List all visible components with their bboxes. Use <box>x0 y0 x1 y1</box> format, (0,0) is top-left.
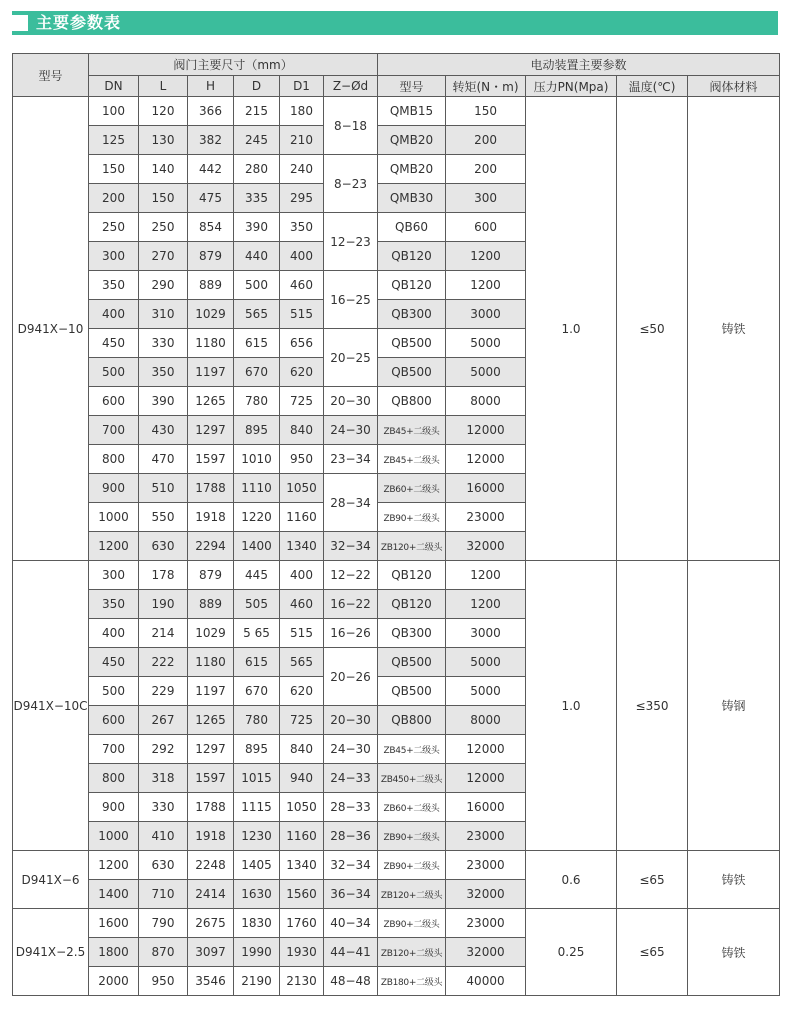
dn-cell: 300 <box>89 561 139 590</box>
h-cell: 475 <box>188 184 234 213</box>
material-cell: 铸铁 <box>688 909 780 996</box>
dn-cell: 2000 <box>89 967 139 996</box>
h-cell: 879 <box>188 561 234 590</box>
dn-cell: 600 <box>89 387 139 416</box>
h-cell: 366 <box>188 97 234 126</box>
torque-cell: 23000 <box>446 909 526 938</box>
table-row <box>13 851 780 880</box>
l-cell: 950 <box>139 967 188 996</box>
d-cell: 1110 <box>234 474 280 503</box>
header-marker-square <box>12 15 28 31</box>
torque-cell: 300 <box>446 184 526 213</box>
h-cell: 1597 <box>188 445 234 474</box>
d1-cell: 1340 <box>280 851 324 880</box>
electric-model-cell: ZB45+二级头 <box>378 416 446 445</box>
dn-cell: 1600 <box>89 909 139 938</box>
h-cell: 879 <box>188 242 234 271</box>
d1-cell: 460 <box>280 590 324 619</box>
d1-cell: 1930 <box>280 938 324 967</box>
l-cell: 510 <box>139 474 188 503</box>
torque-cell: 1200 <box>446 271 526 300</box>
torque-cell: 23000 <box>446 503 526 532</box>
h-cell: 382 <box>188 126 234 155</box>
header-torque: 转矩(N・m) <box>446 76 526 97</box>
d1-cell: 1050 <box>280 474 324 503</box>
h-cell: 2248 <box>188 851 234 880</box>
d-cell: 670 <box>234 358 280 387</box>
d-cell: 2190 <box>234 967 280 996</box>
d-cell: 5 65 <box>234 619 280 648</box>
header-zd: Z−Ød <box>324 76 378 97</box>
electric-model-cell: QMB15 <box>378 97 446 126</box>
d-cell: 1010 <box>234 445 280 474</box>
electric-model-cell: QB500 <box>378 648 446 677</box>
h-cell: 1265 <box>188 706 234 735</box>
zd-cell: 20−25 <box>324 329 378 387</box>
d-cell: 1220 <box>234 503 280 532</box>
h-cell: 889 <box>188 590 234 619</box>
table-row <box>13 909 780 938</box>
h-cell: 1265 <box>188 387 234 416</box>
d1-cell: 180 <box>280 97 324 126</box>
h-cell: 1180 <box>188 329 234 358</box>
dn-cell: 900 <box>89 793 139 822</box>
d1-cell: 840 <box>280 735 324 764</box>
torque-cell: 5000 <box>446 329 526 358</box>
d-cell: 280 <box>234 155 280 184</box>
h-cell: 1297 <box>188 735 234 764</box>
d-cell: 390 <box>234 213 280 242</box>
dn-cell: 700 <box>89 735 139 764</box>
dn-cell: 200 <box>89 184 139 213</box>
torque-cell: 1200 <box>446 242 526 271</box>
dn-cell: 350 <box>89 590 139 619</box>
header-d1: D1 <box>280 76 324 97</box>
torque-cell: 3000 <box>446 619 526 648</box>
d1-cell: 565 <box>280 648 324 677</box>
zd-cell: 28−34 <box>324 474 378 532</box>
d1-cell: 725 <box>280 387 324 416</box>
pressure-cell: 1.0 <box>526 97 617 561</box>
electric-model-cell: QB800 <box>378 706 446 735</box>
torque-cell: 1200 <box>446 590 526 619</box>
torque-cell: 200 <box>446 155 526 184</box>
header-model: 型号 <box>13 54 89 97</box>
zd-cell: 16−26 <box>324 619 378 648</box>
electric-model-cell: ZB120+二级头 <box>378 938 446 967</box>
torque-cell: 12000 <box>446 445 526 474</box>
torque-cell: 32000 <box>446 880 526 909</box>
d1-cell: 2130 <box>280 967 324 996</box>
electric-model-cell: QB500 <box>378 677 446 706</box>
d-cell: 895 <box>234 735 280 764</box>
l-cell: 330 <box>139 793 188 822</box>
d1-cell: 400 <box>280 561 324 590</box>
electric-model-cell: ZB120+二级头 <box>378 880 446 909</box>
dn-cell: 1800 <box>89 938 139 967</box>
header-electric-model: 型号 <box>378 76 446 97</box>
l-cell: 630 <box>139 851 188 880</box>
h-cell: 442 <box>188 155 234 184</box>
electric-model-cell: QMB30 <box>378 184 446 213</box>
electric-model-cell: ZB45+二级头 <box>378 445 446 474</box>
d1-cell: 1560 <box>280 880 324 909</box>
dn-cell: 1000 <box>89 822 139 851</box>
d-cell: 615 <box>234 329 280 358</box>
torque-cell: 8000 <box>446 387 526 416</box>
material-cell: 铸铁 <box>688 851 780 909</box>
d1-cell: 460 <box>280 271 324 300</box>
electric-model-cell: QMB20 <box>378 126 446 155</box>
d1-cell: 950 <box>280 445 324 474</box>
d-cell: 1405 <box>234 851 280 880</box>
torque-cell: 12000 <box>446 416 526 445</box>
dn-cell: 300 <box>89 242 139 271</box>
d1-cell: 515 <box>280 619 324 648</box>
h-cell: 2294 <box>188 532 234 561</box>
zd-cell: 24−33 <box>324 764 378 793</box>
l-cell: 430 <box>139 416 188 445</box>
electric-model-cell: QB120 <box>378 590 446 619</box>
d1-cell: 1160 <box>280 503 324 532</box>
electric-model-cell: ZB60+二级头 <box>378 793 446 822</box>
header-dn: DN <box>89 76 139 97</box>
pressure-cell: 0.25 <box>526 909 617 996</box>
dn-cell: 900 <box>89 474 139 503</box>
table-body <box>13 97 780 996</box>
torque-cell: 600 <box>446 213 526 242</box>
electric-model-cell: QMB20 <box>378 155 446 184</box>
d-cell: 1400 <box>234 532 280 561</box>
d1-cell: 350 <box>280 213 324 242</box>
electric-model-cell: ZB90+二级头 <box>378 909 446 938</box>
l-cell: 410 <box>139 822 188 851</box>
h-cell: 1029 <box>188 300 234 329</box>
h-cell: 2414 <box>188 880 234 909</box>
zd-cell: 20−30 <box>324 706 378 735</box>
parameter-table <box>12 53 780 996</box>
zd-cell: 40−34 <box>324 909 378 938</box>
d-cell: 1630 <box>234 880 280 909</box>
pressure-cell: 0.6 <box>526 851 617 909</box>
model-cell: D941X−10C <box>13 561 89 851</box>
electric-model-cell: ZB60+二级头 <box>378 474 446 503</box>
temperature-cell: ≤65 <box>617 909 688 996</box>
torque-cell: 8000 <box>446 706 526 735</box>
zd-cell: 12−22 <box>324 561 378 590</box>
l-cell: 130 <box>139 126 188 155</box>
torque-cell: 23000 <box>446 851 526 880</box>
l-cell: 267 <box>139 706 188 735</box>
electric-model-cell: ZB180+二级头 <box>378 967 446 996</box>
electric-model-cell: QB500 <box>378 329 446 358</box>
d-cell: 670 <box>234 677 280 706</box>
l-cell: 710 <box>139 880 188 909</box>
electric-model-cell: QB300 <box>378 619 446 648</box>
d1-cell: 620 <box>280 677 324 706</box>
d-cell: 615 <box>234 648 280 677</box>
model-cell: D941X−6 <box>13 851 89 909</box>
torque-cell: 12000 <box>446 764 526 793</box>
zd-cell: 36−34 <box>324 880 378 909</box>
header-pressure: 压力PN(Mpa) <box>526 76 617 97</box>
torque-cell: 150 <box>446 97 526 126</box>
dn-cell: 250 <box>89 213 139 242</box>
l-cell: 140 <box>139 155 188 184</box>
d-cell: 565 <box>234 300 280 329</box>
h-cell: 854 <box>188 213 234 242</box>
electric-model-cell: QB300 <box>378 300 446 329</box>
h-cell: 1180 <box>188 648 234 677</box>
d1-cell: 210 <box>280 126 324 155</box>
header-temperature: 温度(℃) <box>617 76 688 97</box>
d1-cell: 400 <box>280 242 324 271</box>
h-cell: 1788 <box>188 793 234 822</box>
torque-cell: 5000 <box>446 648 526 677</box>
pressure-cell: 1.0 <box>526 561 617 851</box>
h-cell: 1918 <box>188 822 234 851</box>
l-cell: 120 <box>139 97 188 126</box>
d-cell: 895 <box>234 416 280 445</box>
dn-cell: 600 <box>89 706 139 735</box>
torque-cell: 5000 <box>446 677 526 706</box>
h-cell: 2675 <box>188 909 234 938</box>
h-cell: 1788 <box>188 474 234 503</box>
d1-cell: 1760 <box>280 909 324 938</box>
page-title: 主要参数表 <box>36 13 122 32</box>
h-cell: 1029 <box>188 619 234 648</box>
d1-cell: 515 <box>280 300 324 329</box>
h-cell: 1197 <box>188 358 234 387</box>
d1-cell: 240 <box>280 155 324 184</box>
zd-cell: 23−34 <box>324 445 378 474</box>
d-cell: 215 <box>234 97 280 126</box>
torque-cell: 40000 <box>446 967 526 996</box>
dn-cell: 500 <box>89 677 139 706</box>
torque-cell: 1200 <box>446 561 526 590</box>
d-cell: 780 <box>234 706 280 735</box>
zd-cell: 16−22 <box>324 590 378 619</box>
temperature-cell: ≤50 <box>617 97 688 561</box>
d-cell: 780 <box>234 387 280 416</box>
dn-cell: 125 <box>89 126 139 155</box>
zd-cell: 20−30 <box>324 387 378 416</box>
zd-cell: 8−18 <box>324 97 378 155</box>
material-cell: 铸铁 <box>688 97 780 561</box>
h-cell: 1297 <box>188 416 234 445</box>
d-cell: 505 <box>234 590 280 619</box>
header-electric-params: 电动装置主要参数 <box>378 54 780 76</box>
d1-cell: 940 <box>280 764 324 793</box>
l-cell: 470 <box>139 445 188 474</box>
zd-cell: 24−30 <box>324 735 378 764</box>
l-cell: 190 <box>139 590 188 619</box>
torque-cell: 16000 <box>446 474 526 503</box>
electric-model-cell: QB500 <box>378 358 446 387</box>
l-cell: 390 <box>139 387 188 416</box>
electric-model-cell: QB800 <box>378 387 446 416</box>
zd-cell: 32−34 <box>324 532 378 561</box>
zd-cell: 28−36 <box>324 822 378 851</box>
electric-model-cell: ZB90+二级头 <box>378 822 446 851</box>
torque-cell: 32000 <box>446 532 526 561</box>
dn-cell: 500 <box>89 358 139 387</box>
table-row <box>13 561 780 590</box>
electric-model-cell: ZB90+二级头 <box>378 503 446 532</box>
zd-cell: 8−23 <box>324 155 378 213</box>
zd-cell: 20−26 <box>324 648 378 706</box>
d1-cell: 295 <box>280 184 324 213</box>
d1-cell: 725 <box>280 706 324 735</box>
l-cell: 330 <box>139 329 188 358</box>
dn-cell: 350 <box>89 271 139 300</box>
l-cell: 350 <box>139 358 188 387</box>
torque-cell: 5000 <box>446 358 526 387</box>
l-cell: 550 <box>139 503 188 532</box>
dn-cell: 1400 <box>89 880 139 909</box>
torque-cell: 200 <box>446 126 526 155</box>
header-d: D <box>234 76 280 97</box>
electric-model-cell: ZB120+二级头 <box>378 532 446 561</box>
h-cell: 3546 <box>188 967 234 996</box>
l-cell: 318 <box>139 764 188 793</box>
l-cell: 290 <box>139 271 188 300</box>
d-cell: 245 <box>234 126 280 155</box>
zd-cell: 24−30 <box>324 416 378 445</box>
electric-model-cell: QB60 <box>378 213 446 242</box>
electric-model-cell: ZB90+二级头 <box>378 851 446 880</box>
torque-cell: 32000 <box>446 938 526 967</box>
dn-cell: 450 <box>89 329 139 358</box>
electric-model-cell: ZB45+二级头 <box>378 735 446 764</box>
d-cell: 335 <box>234 184 280 213</box>
temperature-cell: ≤350 <box>617 561 688 851</box>
section-header <box>12 11 778 35</box>
l-cell: 150 <box>139 184 188 213</box>
zd-cell: 32−34 <box>324 851 378 880</box>
torque-cell: 3000 <box>446 300 526 329</box>
dn-cell: 800 <box>89 764 139 793</box>
zd-cell: 12−23 <box>324 213 378 271</box>
h-cell: 3097 <box>188 938 234 967</box>
l-cell: 790 <box>139 909 188 938</box>
zd-cell: 44−41 <box>324 938 378 967</box>
l-cell: 222 <box>139 648 188 677</box>
torque-cell: 23000 <box>446 822 526 851</box>
d1-cell: 620 <box>280 358 324 387</box>
dn-cell: 1000 <box>89 503 139 532</box>
zd-cell: 28−33 <box>324 793 378 822</box>
header-h: H <box>188 76 234 97</box>
material-cell: 铸钢 <box>688 561 780 851</box>
dn-cell: 150 <box>89 155 139 184</box>
d1-cell: 840 <box>280 416 324 445</box>
header-l: L <box>139 76 188 97</box>
dn-cell: 400 <box>89 300 139 329</box>
l-cell: 292 <box>139 735 188 764</box>
torque-cell: 16000 <box>446 793 526 822</box>
zd-cell: 48−48 <box>324 967 378 996</box>
l-cell: 310 <box>139 300 188 329</box>
electric-model-cell: QB120 <box>378 242 446 271</box>
electric-model-cell: QB120 <box>378 561 446 590</box>
header-material: 阀体材料 <box>688 76 780 97</box>
d1-cell: 1160 <box>280 822 324 851</box>
temperature-cell: ≤65 <box>617 851 688 909</box>
d-cell: 500 <box>234 271 280 300</box>
torque-cell: 12000 <box>446 735 526 764</box>
dn-cell: 100 <box>89 97 139 126</box>
d-cell: 1115 <box>234 793 280 822</box>
model-cell: D941X−2.5 <box>13 909 89 996</box>
table-row <box>13 97 780 126</box>
model-cell: D941X−10 <box>13 97 89 561</box>
l-cell: 630 <box>139 532 188 561</box>
dn-cell: 1200 <box>89 532 139 561</box>
h-cell: 1918 <box>188 503 234 532</box>
electric-model-cell: ZB450+二级头 <box>378 764 446 793</box>
zd-cell: 16−25 <box>324 271 378 329</box>
h-cell: 1197 <box>188 677 234 706</box>
dn-cell: 800 <box>89 445 139 474</box>
l-cell: 214 <box>139 619 188 648</box>
d-cell: 1015 <box>234 764 280 793</box>
l-cell: 270 <box>139 242 188 271</box>
d-cell: 440 <box>234 242 280 271</box>
dn-cell: 1200 <box>89 851 139 880</box>
l-cell: 229 <box>139 677 188 706</box>
d-cell: 1830 <box>234 909 280 938</box>
dn-cell: 400 <box>89 619 139 648</box>
d1-cell: 656 <box>280 329 324 358</box>
h-cell: 889 <box>188 271 234 300</box>
d-cell: 1230 <box>234 822 280 851</box>
electric-model-cell: QB120 <box>378 271 446 300</box>
d1-cell: 1050 <box>280 793 324 822</box>
dn-cell: 700 <box>89 416 139 445</box>
d1-cell: 1340 <box>280 532 324 561</box>
d-cell: 445 <box>234 561 280 590</box>
dn-cell: 450 <box>89 648 139 677</box>
l-cell: 870 <box>139 938 188 967</box>
d-cell: 1990 <box>234 938 280 967</box>
h-cell: 1597 <box>188 764 234 793</box>
l-cell: 250 <box>139 213 188 242</box>
header-valve-dimensions: 阀门主要尺寸（mm） <box>89 54 378 76</box>
l-cell: 178 <box>139 561 188 590</box>
